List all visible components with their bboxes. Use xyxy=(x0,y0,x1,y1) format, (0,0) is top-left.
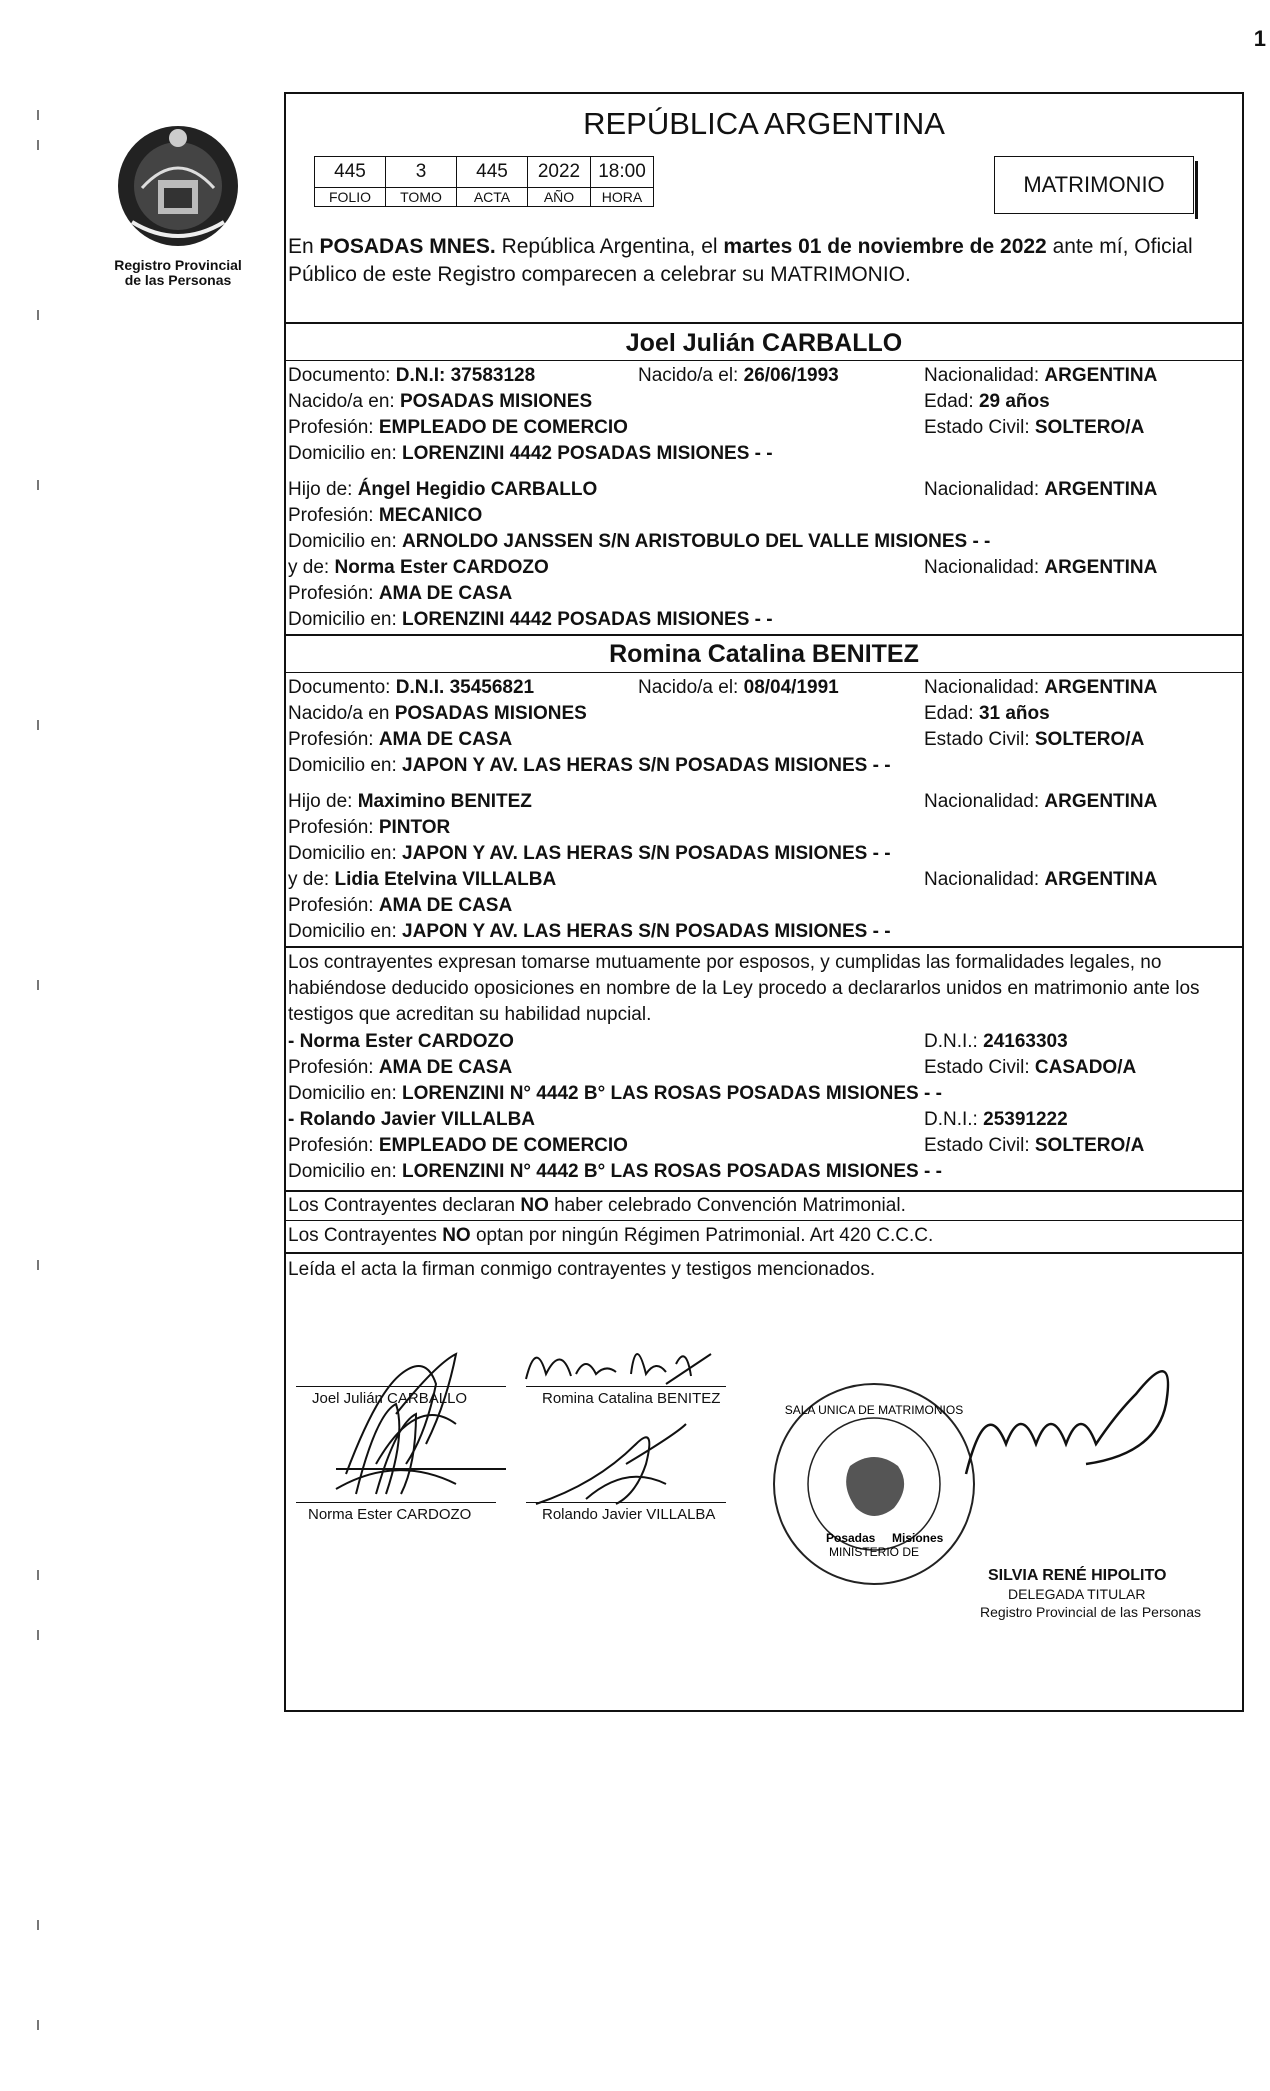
ano-value: 2022 xyxy=(528,157,591,188)
scan-margin-marks xyxy=(30,100,50,2080)
c1-born-place: Nacido/a en: POSADAS MISIONES xyxy=(288,391,593,412)
c1-age: Edad: 29 años xyxy=(924,391,1050,412)
c1-document: Documento: D.N.I: 37583128 xyxy=(288,365,536,386)
c2-father-nationality: Nacionalidad: ARGENTINA xyxy=(924,791,1158,812)
c1-mother-nationality: Nacionalidad: ARGENTINA xyxy=(924,557,1158,578)
c2-civil-status: Estado Civil: SOLTERO/A xyxy=(924,729,1145,750)
c2-born-place: Nacido/a en POSADAS MISIONES xyxy=(288,703,587,724)
c1-father-profession: Profesión: MECANICO xyxy=(288,505,483,526)
record-type-box: MATRIMONIO xyxy=(994,156,1194,214)
c2-nationality: Nacionalidad: ARGENTINA xyxy=(924,677,1158,698)
c1-civil-status: Estado Civil: SOLTERO/A xyxy=(924,417,1145,438)
c1-father-nationality: Nacionalidad: ARGENTINA xyxy=(924,479,1158,500)
document-title: REPÚBLICA ARGENTINA xyxy=(583,106,945,141)
c1-address: Domicilio en: LORENZINI 4442 POSADAS MISIONES - - xyxy=(288,443,773,464)
c2-father-profession: Profesión: PINTOR xyxy=(288,817,451,838)
signature-label-rolando: Rolando Javier VILLALBA xyxy=(542,1506,716,1523)
official-office: Registro Provincial de las Personas xyxy=(980,1604,1201,1620)
acta-label: ACTA xyxy=(457,188,528,207)
c1-father-address: Domicilio en: ARNOLDO JANSSEN S/N ARISTOBULO DEL VALLE MISIONES - - xyxy=(288,531,991,552)
w2-address: Domicilio en: LORENZINI N° 4442 B° LAS ROSAS POSADAS MISIONES - - xyxy=(288,1161,942,1182)
intro-paragraph: En POSADAS MNES. República Argentina, el martes 01 de noviembre de 2022 ante mí, Oficial Público de este Registro comparecen a celebrar su MATRIMONIO. xyxy=(288,235,1193,286)
w1-profession: Profesión: AMA DE CASA xyxy=(288,1057,513,1078)
marriage-certificate xyxy=(284,92,1244,1712)
seal-city-text: Posadas xyxy=(826,1531,876,1545)
provincial-logo xyxy=(112,118,244,258)
ano-label: AÑO xyxy=(528,188,591,207)
signature-official xyxy=(946,1334,1206,1499)
declaration-paragraph: Los contrayentes expresan tomarse mutuamente por esposos, y cumplidas las formalidades legales, no habiéndose deducido oposiciones en nombre de la Ley procedo a declararlos unidos en matrimonio ante los testigos que acreditan su habilidad nupcial. xyxy=(288,952,1200,1025)
w2-profession: Profesión: EMPLEADO DE COMERCIO xyxy=(288,1135,628,1156)
c1-born-date: Nacido/a el: 26/06/1993 xyxy=(638,365,839,386)
hora-label: HORA xyxy=(591,188,654,207)
tomo-value: 3 xyxy=(386,157,457,188)
c1-mother-address: Domicilio en: LORENZINI 4442 POSADAS MISIONES - - xyxy=(288,609,773,630)
logo-caption: Registro Provincial de las Personas xyxy=(114,257,242,288)
c2-document: Documento: D.N.I. 35456821 xyxy=(288,677,535,698)
seal-inner-text: SALA UNICA DE MATRIMONIOS xyxy=(784,1403,964,1417)
c2-age: Edad: 31 años xyxy=(924,703,1050,724)
hora-value: 18:00 xyxy=(591,157,654,188)
c1-mother-profession: Profesión: AMA DE CASA xyxy=(288,583,513,604)
signature-label-norma: Norma Ester CARDOZO xyxy=(308,1506,472,1523)
c2-mother-address: Domicilio en: JAPON Y AV. LAS HERAS S/N POSADAS MISIONES - - xyxy=(288,921,891,942)
w2-civil-status: Estado Civil: SOLTERO/A xyxy=(924,1135,1145,1156)
c2-mother: y de: Lidia Etelvina VILLALBA xyxy=(288,869,557,890)
w2-dni: D.N.I.: 25391222 xyxy=(924,1109,1068,1130)
w2-name: - Rolando Javier VILLALBA xyxy=(288,1109,536,1130)
signature-label-romina: Romina Catalina BENITEZ xyxy=(542,1390,721,1407)
c2-father: Hijo de: Maximino BENITEZ xyxy=(288,791,532,812)
c2-address: Domicilio en: JAPON Y AV. LAS HERAS S/N POSADAS MISIONES - - xyxy=(288,755,891,776)
c1-father: Hijo de: Ángel Hegidio CARBALLO xyxy=(288,479,598,500)
signature-label-joel: Joel Julián CARBALLO xyxy=(312,1390,468,1407)
c2-born-date: Nacido/a el: 08/04/1991 xyxy=(638,677,839,698)
contrayente-2-name: Romina Catalina BENITEZ xyxy=(609,640,919,668)
folio-label: FOLIO xyxy=(315,188,386,207)
seal-state-text: Misiones xyxy=(892,1531,944,1545)
w1-civil-status: Estado Civil: CASADO/A xyxy=(924,1057,1137,1078)
c1-profession: Profesión: EMPLEADO DE COMERCIO xyxy=(288,417,628,438)
official-name: SILVIA RENÉ HIPOLITO xyxy=(988,1567,1167,1584)
convencion-line-2: Los Contrayentes NO optan por ningún Régimen Patrimonial. Art 420 C.C.C. xyxy=(288,1225,934,1246)
c2-mother-nationality: Nacionalidad: ARGENTINA xyxy=(924,869,1158,890)
tomo-label: TOMO xyxy=(386,188,457,207)
folio-value: 445 xyxy=(315,157,386,188)
acta-value: 445 xyxy=(457,157,528,188)
c2-mother-profession: Profesión: AMA DE CASA xyxy=(288,895,513,916)
c2-father-address: Domicilio en: JAPON Y AV. LAS HERAS S/N POSADAS MISIONES - - xyxy=(288,843,891,864)
w1-address: Domicilio en: LORENZINI N° 4442 B° LAS ROSAS POSADAS MISIONES - - xyxy=(288,1083,942,1104)
w1-name: - Norma Ester CARDOZO xyxy=(288,1031,514,1052)
c1-nationality: Nacionalidad: ARGENTINA xyxy=(924,365,1158,386)
record-numbers-table xyxy=(314,156,654,207)
seal-ministry-text: MINISTERIO DE xyxy=(828,1545,920,1559)
c1-mother: y de: Norma Ester CARDOZO xyxy=(288,557,549,578)
corner-mark: 1 xyxy=(1253,26,1266,51)
w1-dni: D.N.I.: 24163303 xyxy=(924,1031,1068,1052)
signature-norma xyxy=(316,1394,476,1509)
contrayente-1-name: Joel Julián CARBALLO xyxy=(625,329,903,357)
c2-profession: Profesión: AMA DE CASA xyxy=(288,729,513,750)
closing-text: Leída el acta la firman conmigo contrayentes y testigos mencionados. xyxy=(288,1259,876,1280)
official-role: DELEGADA TITULAR xyxy=(1008,1586,1146,1602)
convencion-line-1: Los Contrayentes declaran NO haber celebrado Convención Matrimonial. xyxy=(288,1195,906,1216)
